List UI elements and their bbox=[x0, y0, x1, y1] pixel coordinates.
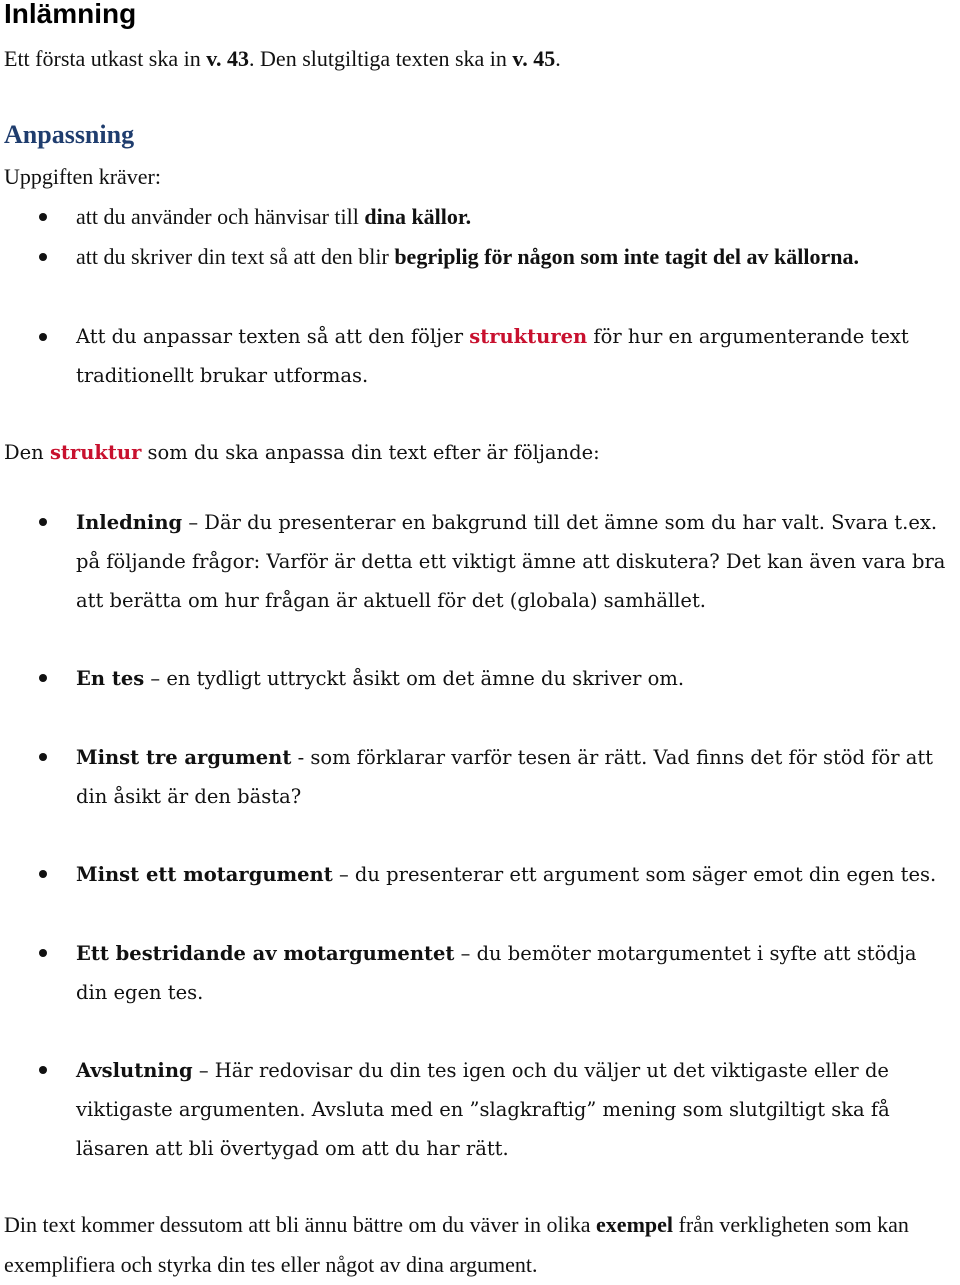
structure-item-tes bbox=[76, 659, 956, 698]
requirement-text: för hur en argumenterande text traditionellt brukar utformas. bbox=[76, 325, 909, 387]
requirements-intro: Uppgiften kräver: bbox=[4, 164, 161, 189]
structure-item-text: – du bemöter motargumentet i syfte att stödja din egen tes. bbox=[76, 942, 917, 1004]
bullet-icon bbox=[39, 333, 47, 341]
structure-item-title: Minst ett motargument bbox=[76, 863, 333, 886]
structure-item-title: Minst tre argument bbox=[76, 746, 292, 769]
structure-item-text: – Där du presenterar en bakgrund till det ämne som du har valt. Svara t.ex. på följande frågor: Varför är detta ett viktigt ämne att diskutera? Det kan även vara bra att berätta om hur frågan är aktuell för det (globala) samhället. bbox=[76, 511, 946, 612]
deadline-draft-week: v. 43 bbox=[206, 46, 250, 71]
structure-item-bestridande bbox=[76, 934, 948, 1012]
deadline-text-2: . Den slutgiltiga texten ska in bbox=[249, 46, 513, 71]
structure-item-title: Avslutning bbox=[76, 1059, 193, 1082]
structure-intro-text: Den bbox=[4, 441, 50, 464]
structure-item-text: - som förklarar varför tesen är rätt. Vad finns det för stöd för att din åsikt är den bästa? bbox=[76, 746, 934, 808]
deadline-text-1: Ett första utkast ska in bbox=[4, 46, 207, 71]
bullet-icon bbox=[39, 870, 47, 878]
bullet-icon bbox=[39, 674, 47, 682]
structure-item-avslutning bbox=[76, 1051, 960, 1168]
requirement-item bbox=[76, 237, 956, 277]
closing-paragraph bbox=[4, 1205, 956, 1285]
structure-intro-text: som du ska anpassa din text efter är följande: bbox=[141, 441, 600, 464]
section-title: Anpassning bbox=[4, 120, 135, 149]
bullet-icon bbox=[39, 949, 47, 957]
requirement-bold: dina källor. bbox=[364, 204, 472, 229]
page-title: Inlämning bbox=[4, 0, 137, 29]
deadline-final-week: v. 45 bbox=[512, 46, 556, 71]
structure-item-motargument bbox=[76, 855, 956, 894]
deadline-text bbox=[4, 39, 954, 79]
structure-item-text: – Här redovisar du din tes igen och du väljer ut det viktigaste eller de viktigaste argumenten. Avsluta med en ”slagkraftig” mening som slutgiltigt ska få läsaren att bli övertygad om att du har rätt. bbox=[76, 1059, 890, 1160]
requirement-item bbox=[76, 197, 956, 237]
bullet-icon bbox=[39, 1066, 47, 1074]
requirement-text: att du använder och hänvisar till bbox=[76, 204, 365, 229]
bullet-icon bbox=[39, 253, 47, 261]
bullet-icon bbox=[39, 753, 47, 761]
structure-item-title: Ett bestridande av motargumentet bbox=[76, 942, 455, 965]
structure-item-text: – en tydligt uttryckt åsikt om det ämne du skriver om. bbox=[144, 667, 685, 690]
deadline-text-3: . bbox=[555, 46, 561, 71]
structure-item-argument bbox=[76, 738, 948, 816]
requirement-bold: begriplig för någon som inte tagit del av källorna. bbox=[394, 244, 859, 269]
structure-item-inledning bbox=[76, 503, 948, 620]
requirement-text: att du skriver din text så att den blir bbox=[76, 244, 395, 269]
bullet-icon bbox=[39, 518, 47, 526]
requirement-item bbox=[76, 317, 956, 395]
requirement-text: Att du anpassar texten så att den följer bbox=[76, 325, 470, 348]
structure-item-title: Inledning bbox=[76, 511, 183, 534]
closing-text: från verkligheten som kan exemplifiera och styrka din tes eller något av dina argument. bbox=[4, 1212, 909, 1277]
bullet-icon bbox=[39, 213, 47, 221]
structure-highlight: struktur bbox=[49, 441, 142, 464]
closing-bold: exempel bbox=[596, 1212, 674, 1237]
requirement-highlight: strukturen bbox=[469, 325, 588, 348]
structure-intro bbox=[4, 433, 954, 472]
closing-text: Din text kommer dessutom att bli ännu bättre om du väver in olika bbox=[4, 1212, 597, 1237]
structure-item-title: En tes bbox=[76, 667, 145, 690]
structure-item-text: – du presenterar ett argument som säger emot din egen tes. bbox=[332, 863, 937, 886]
